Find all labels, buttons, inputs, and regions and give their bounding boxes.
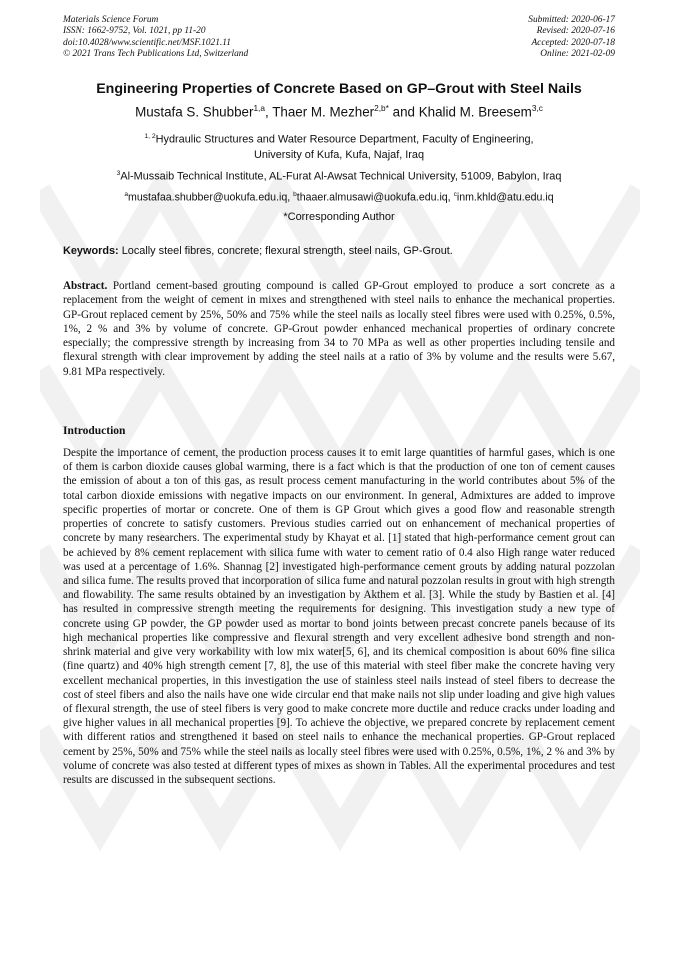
author-name: Mustafa S. Shubber: [135, 104, 254, 120]
affiliation-3: [20, 166, 658, 185]
corresponding-author-note: *Corresponding Author: [283, 211, 395, 223]
author-emails: [20, 191, 658, 204]
author-separator: and: [388, 104, 419, 120]
email-marker: a: [124, 191, 129, 198]
author-separator: ,: [264, 104, 273, 120]
keywords-label: Keywords:: [63, 245, 119, 257]
affiliation-line: University of Kufa, Kufa, Najaf, Iraq: [253, 149, 425, 162]
copyright-notice: © 2021 Trans Tech Publications Ltd, Switzerland: [63, 48, 249, 59]
online-date: Online: 2021-02-09: [540, 48, 615, 59]
author-list: [20, 103, 658, 119]
affiliation-line: Al-Mussaib Technical Institute, AL-Furat Al-Awsat Technical University, 51009, Babylon, Iraq: [120, 170, 562, 183]
keywords-text: Locally steel fibres, concrete; flexural strength, steel nails, GP-Grout.: [118, 245, 453, 257]
author-name: Thaer M. Mezher: [272, 104, 375, 120]
affiliation-marker: 3: [116, 170, 121, 177]
author-affiliation-marker: 3,c: [531, 103, 543, 113]
author-affiliation-marker: 1,a: [253, 103, 265, 113]
submitted-date: Submitted: 2020-06-17: [528, 15, 615, 25]
email-link[interactable]: inm.khld@atu.edu.iq: [456, 191, 554, 204]
revised-date: Revised: 2020-07-16: [536, 26, 615, 37]
accepted-date: Accepted: 2020-07-18: [531, 37, 615, 48]
abstract-text: Portland cement-based grouting compound is called GP-Grout employed to produce a sort concrete as a replacement from the weight of cement in mixes and strengthened with steel nails to enhance the mechanical properties. GP-Grout replaced cement by 25%, 50% and 75% while the steel nails as locally steel fibres were used with 0.25%, 0.5%, 1%, 2 % and 3% by volume of concrete. GP-Grout powder enhanced mechanical properties of ordinary concrete especially; the compressive strength by increasing from 34 to 70 MPa as well as other properties including tensile and flexural strength with clear improvement by adding the steel nails at a ratio of 3% by volume and the results were 5.67, 9.81 MPa respectively.: [63, 280, 615, 378]
journal-info-block: [63, 15, 248, 60]
section-heading-introduction: Introduction: [63, 425, 126, 437]
paper-title: Engineering Properties of Concrete Based on GP–Grout with Steel Nails: [96, 81, 582, 97]
journal-name: Materials Science Forum: [63, 15, 159, 25]
journal-issn: ISSN: 1662-9752, Vol. 1021, pp 11-20: [63, 26, 206, 37]
abstract-label: Abstract.: [63, 280, 108, 292]
email-link[interactable]: mustafaa.shubber@uokufa.edu.iq,: [128, 191, 294, 204]
dates-block: [528, 15, 615, 60]
author-name: Khalid M. Breesem: [418, 104, 532, 120]
keywords: [63, 245, 615, 257]
email-marker: c: [453, 191, 457, 198]
introduction-body: Despite the importance of cement, the production process causes it to emit large quantities of harmful gases, which is one of them is carbon dioxide causes global warming, there is a fact which is that the production of one ton of cement causes the emission of about a ton of this gas, as result process cement manufacturing in the world contributes about 5% of the total carbon dioxide emissions with negative impacts on our environment. In general, Admixtures are added to improve specific properties of mortar or concrete. One of them is GP Grout which gives a good flow and reasonable strength properties of concrete to satisfy customers. Previous studies carried out on enhancement of mechanical properties of concrete by many researchers. The experimental study by Khayat et al. [1] stated that high-performance cement grout can be achieved by 8% cement replacement with silica fume with water to cement ratio of 0.4 also High range water reduced was used at a percentage of 1.6%. Shannag [2] investigated high-performance cement grouts by adding natural pozzolan and silica fume. The results proved that incorporation of silica fume and natural pozzolan results in grout with high strength and flowability. The same results obtained by an investigation by Akthem et al. [3]. While the study by Bastien et al. [4] has resulted in compressive strength meeting the requirements for designing. This investigation study a new type of concrete using GP powder, the GP powder used as mortar to bond joints between precast concrete panels because of its high mechanical properties like compressive and flexural strength and very excellent adhesive bond strength and non-shrink material and give very workability with low mix water[5, 6], and its chemical composition is about 60% fine silica (fine quartz) and 40% high strength cement [7, 8], the use of this material with steel fiber make the concrete having very excellent mechanical properties, in this investigation the use of stainless steel nails instead of steel fibers to decrease the cost of steel fibers and also the nails have one wide circular end that make nails not slip under loading and give high values of flexural strength, the use of steel fibers is very good to make concrete more ductile and reduce cracks under loading and give higher values in all mechanical properties [9]. To achieve the objective, we prepared concrete by replacement cement with different ratios and strengthened it based on steel nails to enhance the mechanical properties. GP-Grout replaced cement by 25%, 50% and 75% while the steel nails as locally steel fibres were used with 0.25%, 0.5%, 1%, 2 % and 3% by volume of concrete was also tested at different types of mixes as shown in Tables. All the experimental procedures and test results are discussed in the subsequent sections.: [63, 447, 615, 787]
abstract: [63, 279, 615, 379]
affiliation-1-2: [40, 129, 638, 164]
email-marker: b: [293, 191, 297, 198]
author-affiliation-marker: 2,b*: [374, 103, 389, 113]
affiliation-marker: 1, 2: [144, 133, 156, 140]
affiliation-line: Hydraulic Structures and Water Resource Department, Faculty of Engineering,: [155, 133, 534, 146]
article-doi[interactable]: doi:10.4028/www.scientific.net/MSF.1021.11: [63, 37, 231, 48]
email-link[interactable]: thaaer.almusawi@uokufa.edu.iq,: [296, 191, 454, 204]
